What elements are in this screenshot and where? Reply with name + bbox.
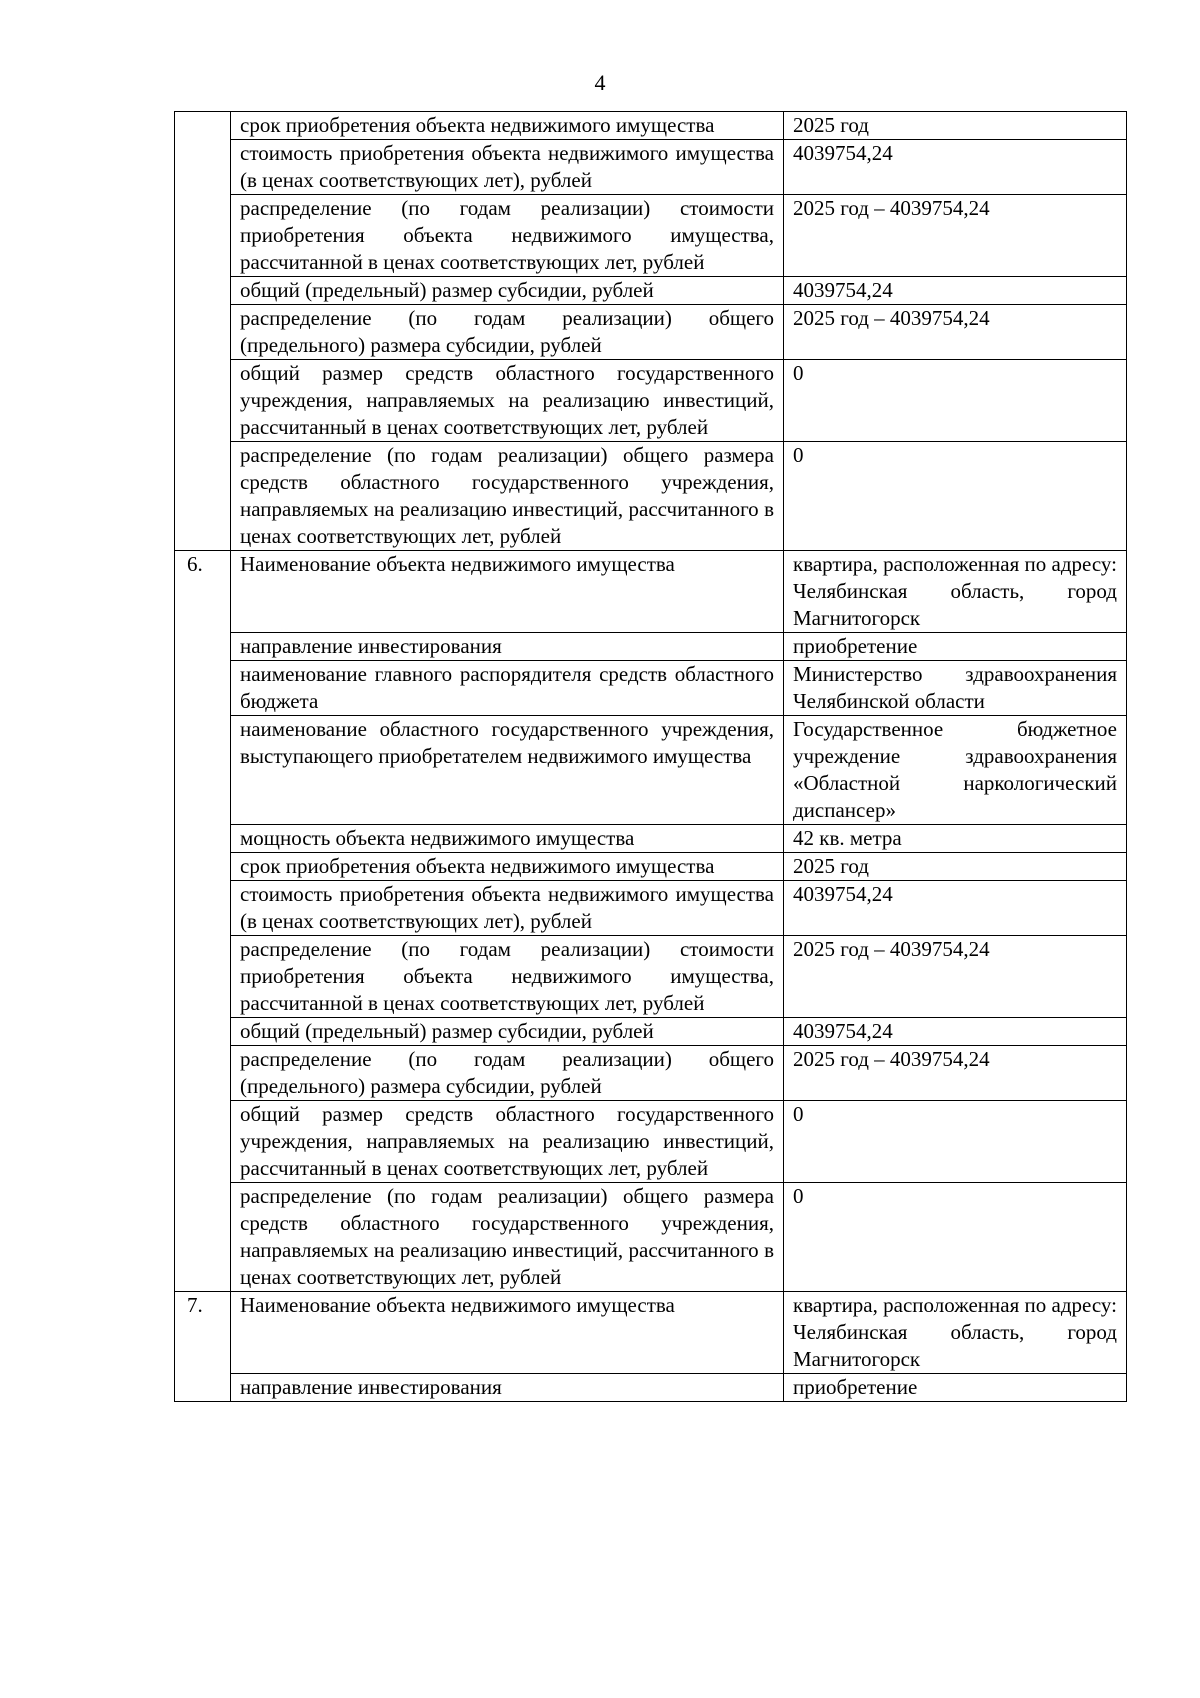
table-row (175, 825, 1127, 853)
field-value: Министерство здравоохранения Челябинской области (784, 661, 1127, 716)
item-number-cell (175, 881, 231, 936)
field-label: направление инвестирования (231, 633, 784, 661)
field-value: 0 (784, 360, 1127, 442)
table-row (175, 1292, 1127, 1374)
table-row (175, 1046, 1127, 1101)
field-value: приобретение (784, 1374, 1127, 1402)
table-row (175, 195, 1127, 277)
table-row (175, 551, 1127, 633)
table-row (175, 1183, 1127, 1292)
field-value: приобретение (784, 633, 1127, 661)
table-row (175, 716, 1127, 825)
field-label: распределение (по годам реализации) общего размера средств областного государственного учреждения, направляемых на реализацию инвестиций, рассчитанного в ценах соответствующих лет, рублей (231, 442, 784, 551)
field-value: квартира, расположенная по адресу: Челябинская область, город Магнитогорск (784, 1292, 1127, 1374)
field-label: срок приобретения объекта недвижимого имущества (231, 112, 784, 140)
table-row (175, 140, 1127, 195)
field-label: наименование областного государственного учреждения, выступающего приобретателем недвижимого имущества (231, 716, 784, 825)
investment-table (174, 111, 1127, 1402)
item-number-cell (175, 1018, 231, 1046)
table-row (175, 633, 1127, 661)
field-label: общий (предельный) размер субсидии, рублей (231, 277, 784, 305)
item-number-cell (175, 1374, 231, 1402)
item-number-cell (175, 661, 231, 716)
table-row (175, 442, 1127, 551)
field-value: 0 (784, 442, 1127, 551)
table-row (175, 1018, 1127, 1046)
table-row (175, 853, 1127, 881)
field-label: общий (предельный) размер субсидии, рублей (231, 1018, 784, 1046)
field-value: 0 (784, 1183, 1127, 1292)
item-number-cell (175, 853, 231, 881)
field-value: 2025 год – 4039754,24 (784, 1046, 1127, 1101)
field-label: направление инвестирования (231, 1374, 784, 1402)
item-number-cell (175, 716, 231, 825)
field-value: Государственное бюджетное учреждение здравоохранения «Областной наркологический диспансер» (784, 716, 1127, 825)
field-value: 2025 год (784, 853, 1127, 881)
table-row (175, 277, 1127, 305)
item-number-cell: 6. (175, 551, 231, 633)
field-label: срок приобретения объекта недвижимого имущества (231, 853, 784, 881)
field-label: мощность объекта недвижимого имущества (231, 825, 784, 853)
field-label: стоимость приобретения объекта недвижимого имущества (в ценах соответствующих лет), рублей (231, 140, 784, 195)
table-row (175, 305, 1127, 360)
table-body (175, 112, 1127, 1402)
field-value: 4039754,24 (784, 140, 1127, 195)
item-number-cell (175, 1046, 231, 1101)
item-number-cell (175, 277, 231, 305)
field-label: наименование главного распорядителя средств областного бюджета (231, 661, 784, 716)
field-label: общий размер средств областного государственного учреждения, направляемых на реализацию инвестиций, рассчитанный в ценах соответствующих лет, рублей (231, 360, 784, 442)
item-number-cell (175, 442, 231, 551)
field-value: квартира, расположенная по адресу: Челябинская область, город Магнитогорск (784, 551, 1127, 633)
field-label: общий размер средств областного государственного учреждения, направляемых на реализацию инвестиций, рассчитанный в ценах соответствующих лет, рублей (231, 1101, 784, 1183)
field-value: 0 (784, 1101, 1127, 1183)
field-label: стоимость приобретения объекта недвижимого имущества (в ценах соответствующих лет), рублей (231, 881, 784, 936)
item-number-cell (175, 825, 231, 853)
field-value: 2025 год – 4039754,24 (784, 195, 1127, 277)
field-value: 42 кв. метра (784, 825, 1127, 853)
item-number-cell (175, 112, 231, 140)
field-label: Наименование объекта недвижимого имущества (231, 1292, 784, 1374)
field-value: 4039754,24 (784, 277, 1127, 305)
field-value: 2025 год – 4039754,24 (784, 936, 1127, 1018)
field-label: распределение (по годам реализации) общего (предельного) размера субсидии, рублей (231, 1046, 784, 1101)
field-label: распределение (по годам реализации) стоимости приобретения объекта недвижимого имущества, рассчитанной в ценах соответствующих лет, рублей (231, 195, 784, 277)
field-value: 4039754,24 (784, 1018, 1127, 1046)
table-row (175, 661, 1127, 716)
item-number-cell (175, 195, 231, 277)
table-row (175, 1374, 1127, 1402)
page-number: 4 (594, 70, 606, 95)
table-row (175, 881, 1127, 936)
item-number-cell (175, 633, 231, 661)
field-label: распределение (по годам реализации) стоимости приобретения объекта недвижимого имущества, рассчитанной в ценах соответствующих лет, рублей (231, 936, 784, 1018)
table-row (175, 112, 1127, 140)
field-label: Наименование объекта недвижимого имущества (231, 551, 784, 633)
table-row (175, 936, 1127, 1018)
table-row (175, 1101, 1127, 1183)
table-row (175, 360, 1127, 442)
field-value: 4039754,24 (784, 881, 1127, 936)
field-label: распределение (по годам реализации) общего размера средств областного государственного учреждения, направляемых на реализацию инвестиций, рассчитанного в ценах соответствующих лет, рублей (231, 1183, 784, 1292)
item-number-cell (175, 1183, 231, 1292)
field-value: 2025 год (784, 112, 1127, 140)
item-number-cell (175, 1101, 231, 1183)
item-number-cell (175, 305, 231, 360)
item-number-cell (175, 360, 231, 442)
item-number-cell: 7. (175, 1292, 231, 1374)
field-value: 2025 год – 4039754,24 (784, 305, 1127, 360)
item-number-cell (175, 140, 231, 195)
field-label: распределение (по годам реализации) общего (предельного) размера субсидии, рублей (231, 305, 784, 360)
item-number-cell (175, 936, 231, 1018)
